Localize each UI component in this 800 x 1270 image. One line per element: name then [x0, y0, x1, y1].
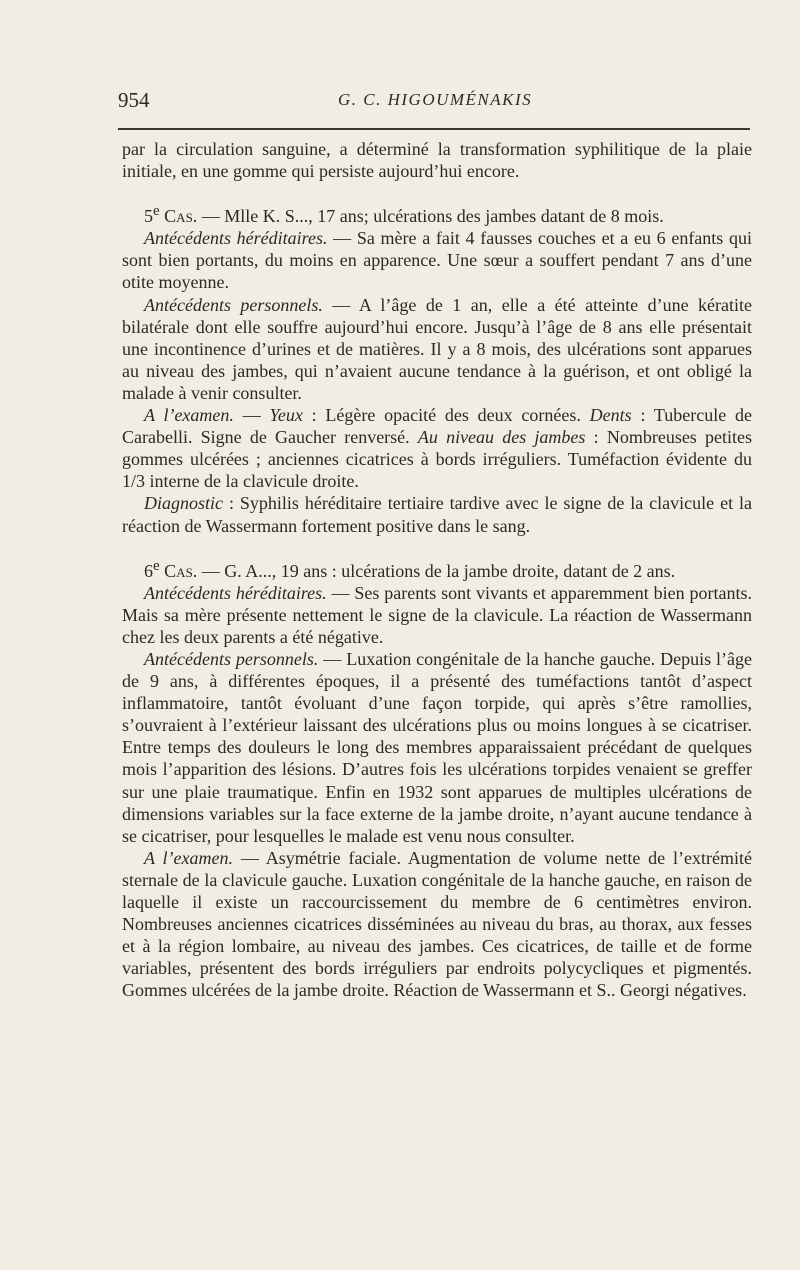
case-6-personal-label: Antécédents personnels.: [144, 648, 319, 669]
case-5-diagnosis: [122, 492, 752, 536]
case-6-exam-text: — Asymétrie faciale. Augmentation de volume nette de l’extrémité sternale de la clavicule gauche. Luxation congénitale de la hanche gauche, en raison de laquelle il existe un raccourcissement du membre de 6 centimètres environ. Nombreuses anciennes cicatrices disséminées au niveau du bras, au thorax, aux fesses et à la région lombaire, au niveau des jambes. Ces cicatrices, de taille et de forme variables, présentent des bords irréguliers par endroits polycycliques et pigmentés. Gommes ulcérées de la jambe droite. Réaction de Wassermann et S.. Georgi négatives.: [122, 847, 752, 1001]
case-5-diagnosis-text: : Syphilis héréditaire tertiaire tardive avec le signe de la clavicule et la réaction de Wassermann fortement positive dans le sang.: [122, 493, 752, 536]
body-text: [122, 138, 752, 1001]
case-5-eyes-label: Yeux: [269, 405, 303, 426]
case-6-examination: [122, 847, 752, 1002]
header-rule: [118, 128, 750, 130]
case-5-teeth-text: : Tubercule de Carabelli. Signe de Gaucher renversé.: [122, 405, 752, 448]
case-5-personal-label: Antécédents personnels.: [144, 294, 323, 315]
case-5-personal-text: — A l’âge de 1 an, elle a été atteinte d’une kératite bilatérale dont elle souffre aujourd’hui encore. Jusqu’à l’âge de 8 ans elle présentait une incontinence d’urines et de matières. Il y a 8 mois, des ulcérations sont apparues au niveau des jambes, qui n’avaient aucune tendance à la guérison, et ont obligé la malade à venir consulter.: [122, 294, 752, 403]
case-5-diagnosis-label: Diagnostic: [144, 493, 223, 514]
case-6-intro: — G. A..., 19 ans : ulcérations de la jambe droite, datant de 2 ans.: [197, 560, 676, 581]
case-5-number: 5: [144, 206, 153, 227]
case-5-intro: — Mlle K. S..., 17 ans; ulcérations des jambes datant de 8 mois.: [197, 206, 664, 227]
case-5-examination: [122, 404, 752, 492]
case-6-label: Cas.: [164, 560, 198, 581]
case-6-personal-text: — Luxation congénitale de la hanche gauche. Depuis l’âge de 9 ans, à différentes époques, il a présenté des tuméfactions tantôt d’aspect inflammatoire, tantôt évoluant d’une façon torpide, qui après s’être ramollies, s’ouvraient à l’extérieur laissant des ulcérations plus ou moins longues à se cicatriser. Entre temps des douleurs le long des membres apparaissaient précédant de quelques mois l’apparition des lésions. D’autres fois les ulcérations torpides venaient se greffer sur une plaie traumatique. Enfin en 1932 sont apparues de multiples ulcérations de dimensions variables sur la face externe de la jambe droite, n’ayant aucune tendance à se cicatriser, pour lesquelles le malade est venu nous consulter.: [122, 648, 752, 846]
case-6-hereditary-label: Antécédents héréditaires.: [144, 582, 327, 603]
header-title: G. C. HIGOUMÉNAKIS: [338, 90, 533, 109]
case-6-number: 6: [144, 560, 153, 581]
page-number: 954: [118, 88, 150, 112]
case-5-ordinal: e: [153, 203, 160, 220]
case-6-hereditary: [122, 582, 752, 648]
intro-paragraph: par la circulation sanguine, a déterminé la transformation syphilitique de la plaie initiale, en une gomme qui persiste aujourd’hui encore.: [122, 139, 752, 182]
case-6-ordinal: e: [153, 557, 160, 574]
case-5-heading: [122, 200, 752, 227]
case-6-exam-label: A l’examen.: [144, 847, 233, 868]
case-5-hereditary: [122, 227, 752, 293]
case-6-heading: [122, 555, 752, 582]
case-5-legs-text: : Nombreuses petites gommes ulcérées ; anciennes cicatrices à bords irréguliers. Tuméfaction évidente du 1/3 interne de la clavicule droite.: [122, 427, 752, 492]
case-5-exam-label: A l’examen.: [144, 405, 234, 426]
case-5-teeth-label: Dents: [589, 405, 632, 426]
case-5-label: Cas.: [164, 206, 198, 227]
case-6-personal: [122, 648, 752, 847]
case-5-legs-label: Au niveau des jambes: [417, 427, 586, 448]
running-header: [118, 88, 750, 118]
case-5-hereditary-label: Antécédents héréditaires.: [144, 228, 328, 249]
case-5-exam-dash: —: [233, 405, 270, 426]
case-6-hereditary-text: — Ses parents sont vivants et apparemment bien portants. Mais sa mère présente nettement le signe de la clavicule. La réaction de Wassermann chez les deux parents a été négative.: [122, 582, 752, 647]
case-5-eyes-text: : Légère opacité des deux cornées.: [302, 405, 590, 426]
case-5-hereditary-text: — Sa mère a fait 4 fausses couches et a eu 6 enfants qui sont bien portants, du moins en apparence. Une sœur a souffert pendant 7 ans d’une otite moyenne.: [122, 228, 752, 293]
case-5-personal: [122, 294, 752, 404]
